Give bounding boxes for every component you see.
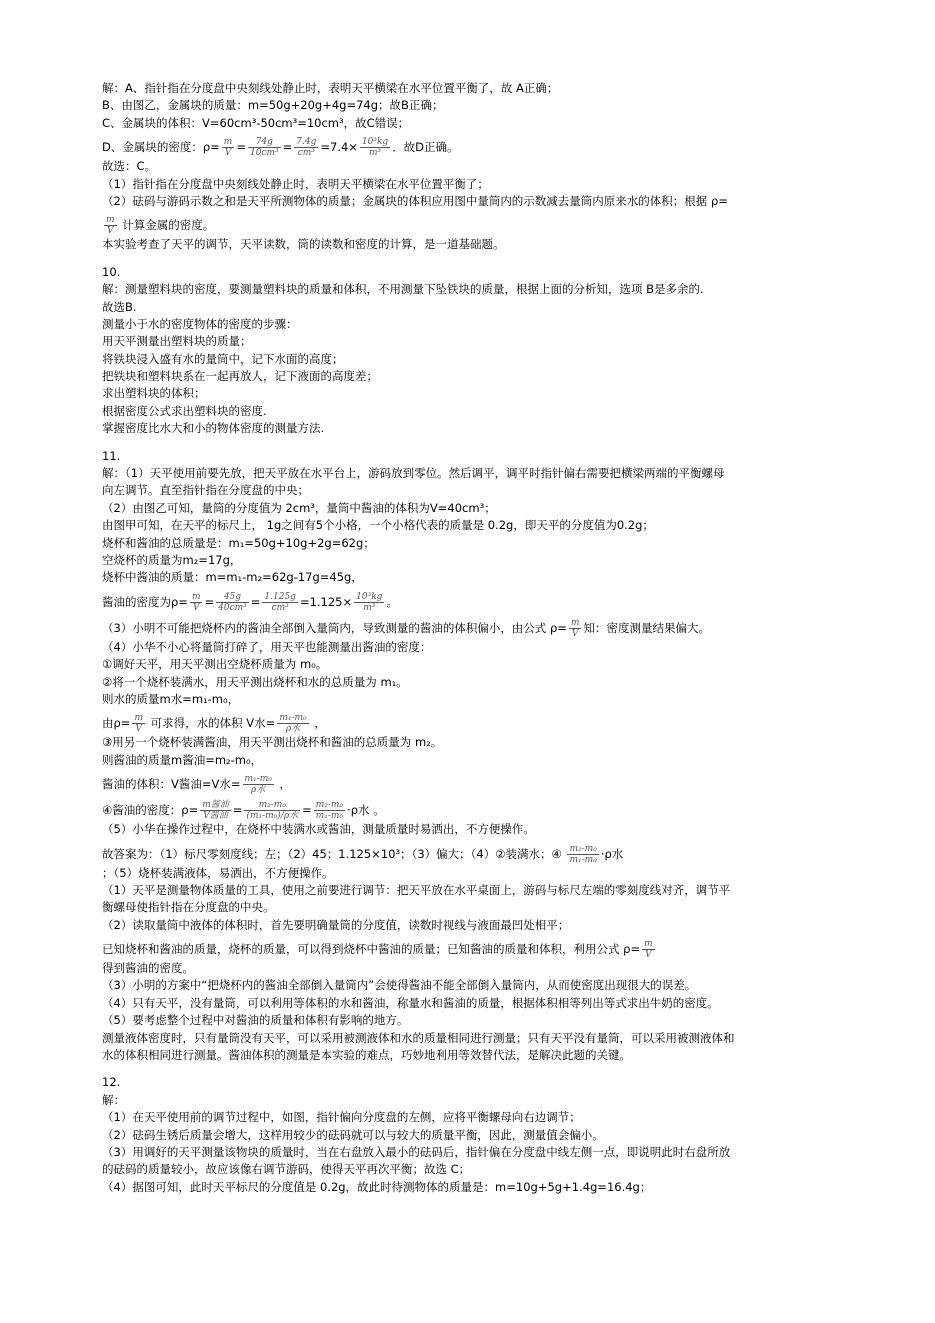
text-line: 则水的质量m水=m₁-m₀， [102,691,240,706]
text-line: （5）小华在操作过程中，在烧杯中装满水或酱油，测量质量时易洒出，不方便操作。 [102,822,535,837]
text-line: 10. [102,264,121,279]
paragraph-gap [102,438,822,448]
formula-fraction: $\frac{\text{m₂-m₀}}{\text{m₁-m₀}}$ [315,800,344,822]
formula-fraction: $\frac{\text{m₂-m₀}}{\text{(m₁-m₀)/ρ水}}$ [246,800,299,822]
formula-fraction: $\frac{m}{V}$ [644,939,653,961]
text-line: 将铁块浸入盛有水的量筒中，记下水面的高度； [102,351,344,366]
text-line: C、金属块的体积：V=60cm³-50cm³=10cm³，故C错误； [102,115,410,130]
text-line: 12. [102,1075,121,1090]
formula-fraction: $\frac{m}{V}$ [106,215,115,237]
text-line: （5）要考虑整个过程中对酱油的质量和体积有影响的地方。 [102,1013,409,1028]
formula-fraction: $\frac{7.4g}{\text{cm³}}$ [296,137,317,159]
formula-fraction: $\frac{\text{m₂-m₀}}{\text{m₁-m₀}}$ [569,843,597,865]
formula-fraction: $\frac{m}{V}$ [223,137,233,159]
solution-document [102,80,822,1196]
text-line: 空烧杯的质量为m₂=17g， [102,552,242,567]
text-line: （4）小华不小心将量筒打碎了，用天平也能测量出酱油的密度： [102,639,432,654]
text-line: B、由图乙，金属块的质量：m=50g+20g+4g=74g；故B正确； [102,98,444,113]
text-line: ②将一个烧杯装满水，用天平测出烧杯和水的总质量为 m₁。 [102,674,408,689]
text-line: （3）小明不可能把烧杯内的酱油全部倒入量筒内，导致测量的酱油的体积偏小，由公式 ρ= $\frac{m}{V}$ 知：密度测量结果偏大。 [102,617,710,639]
text-line: 求出塑料块的体积； [102,386,206,401]
text-line: 烧杯和酱油的总质量是：m₁=50g+10g+2g=62g； [102,535,375,550]
text-line: ①调好天平，用天平测出空烧杯质量为 m₀。 [102,657,328,672]
text-line: 故选B. [102,299,137,314]
formula-fraction: $\frac{m}{V}$ [134,713,143,735]
text-line: ③用另一个烧杯装满酱油，用天平测出烧杯和酱油的总质量为 m₂。 [102,735,443,750]
text-line: （1）天平是测量物体质量的工具，使用之前要进行调节：把天平放在水平桌面上，游码与标尺左端的零刻度线对齐，调节平 [102,882,731,897]
text-line: （4）只有天平，没有量筒，可以利用等体积的水和酱油，称量水和酱油的质量，根据体积相等列出等式求出牛奶的密度。 [102,995,719,1010]
text-line: 故选：C。 [102,159,157,174]
formula-fraction: $\frac{\text{m₁-m₀}}{\text{ρ水}}$ [244,774,272,796]
text-line: 本实验考查了天平的调节，天平读数，筒的读数和密度的计算，是一道基础题。 [102,237,505,252]
text-line: （1）指针指在分度盘中央刻线处静止时，表明天平横梁在水平位置平衡了； [102,176,489,191]
formula-fraction: $\frac{1.125g}{\text{cm³}}$ [264,591,296,613]
text-line: （3）用调好的天平测量该物块的质量时，当在右盘放入最小的砝码后，指针偏在分度盘中线左侧一点，即说明此时右盘所放 [102,1144,731,1159]
text-line: 解：A、指针指在分度盘中央刻线处静止时，表明天平横梁在水平位置平衡了，故 A正确； [102,81,559,95]
text-line: 测量液体密度时，只有量筒没有天平，可以采用被测液体和水的质量相同进行测量；只有天平没有量筒，可以采用被测液体和 [102,1030,735,1045]
formula-fraction: $\frac{\text{m₁-m₀}}{\text{ρ水}}$ [279,713,307,735]
text-line: 的砝码的质量较小，故应该像右调节游码，使得天平再次平衡；故选 C； [102,1162,471,1177]
text-line: 故答案为：（1）标尺零刻度线；左；（2）45；1.125×10³；（3）偏大；（4）②装满水；④ $\frac{\text{m₂-m₀}}{\text{m₁-m₀}}$ ·ρ水 [102,843,624,865]
text-line: 11. [102,448,121,463]
text-line: （4）据图可知，此时天平标尺的分度值是 0.2g，故此时待测物体的质量是：m=10g+5g+1.4g=16.4g； [102,1179,652,1194]
text-line: ④酱油的密度：ρ= $\frac{\text{m酱油}}{\text{V酱油}}$ = $\frac{\text{m₂-m₀}}{\text{(m₁-m₀)/ρ水}}$ = $\frac{\text{m₂-m₀}}{\text{m₁-m₀}}$ ·ρ水 。 [102,800,385,822]
text-line: （2）砝码生锈后质量会增大，这样用较少的砝码就可以与较大的质量平衡，因此，测量值会偏小。 [102,1127,604,1142]
formula-fraction: $\frac{\text{10³kg}}{\text{m³}}$ [356,591,383,613]
text-line: 酱油的密度为ρ= $\frac{m}{V}$ = $\frac{45g}{\text{40cm³}}$ = $\frac{1.125g}{\text{cm³}}$ =1.125× $\frac{\text{10³kg}}{\text{m³}}$ 。 [102,591,398,613]
text-line: 用天平测量出塑料块的质量； [102,334,252,349]
formula-fraction: $\frac{m}{V}$ [570,617,580,639]
text-line: （2）读取量筒中液体的体积时，首先要明确量筒的分度值，读数时视线与液面最凹处相平； [102,917,570,932]
text-line: ；（5）烧杯装满液体，易洒出，不方便操作。 [102,865,334,880]
text-line: 掌握密度比水大和小的物体密度的测量方法. [102,421,325,436]
text-line: （2）砝码与游码示数之和是天平所测物体的质量；金属块的体积应用图中量筒内的示数减去量筒内原来水的体积；根据 ρ= [102,193,728,208]
text-line: 已知烧杯和酱油的质量，烧杯的质量，可以得到烧杯中酱油的质量；已知酱油的质量和体积，利用公式 ρ= $\frac{m}{V}$ [102,939,653,961]
formula-fraction: $\frac{74g}{\text{10cm³}}$ [249,137,279,159]
text-line: $\frac{m}{V}$ 计算金属的密度。 [106,215,215,237]
text-line: 由ρ= $\frac{m}{V}$ 可求得，水的体积 V水= $\frac{\text{m₁-m₀}}{\text{ρ水}}$ ， [102,713,326,735]
text-line: 衡螺母使指针指在分度盘的中央。 [102,900,275,915]
text-line: 烧杯中酱油的质量：m=m₁-m₂=62g-17g=45g， [102,570,363,585]
text-line: 水的体积相同进行测量。酱油体积的测量是本实验的难点，巧妙地利用等效替代法，是解决此题的关键。 [102,1048,631,1063]
text-line: 解：（1）天平使用前要先放，把天平放在水平台上，游码放到零位。然后调平，调平时指针偏右需要把横梁两端的平衡螺母 [102,466,725,481]
text-line: 酱油的体积：V酱油=V水= $\frac{\text{m₁-m₀}}{\text{ρ水}}$ ， [102,774,291,796]
text-line: 则酱油的质量m酱油=m₂-m₀， [102,752,263,767]
text-line: 得到酱油的密度。 [102,961,194,976]
formula-fraction: $\frac{45g}{\text{40cm³}}$ [218,591,247,613]
text-line: 解：测量塑料块的密度，要测量塑料块的质量和体积，不用测量下坠铁块的质量，根据上面的分析知，选项 B是多余的. [102,282,704,297]
formula-fraction: $\frac{\text{10³kg}}{\text{m³}}$ [361,137,389,159]
text-line: 解： [102,1092,125,1107]
text-line: 把铁块和塑料块系在一起再放人，记下液面的高度差； [102,369,378,384]
paragraph-gap [102,254,822,264]
formula-fraction: $\frac{m}{V}$ [191,591,201,613]
text-line: 向左调节。直至指针指在分度盘的中央； [102,483,309,498]
text-line: （2）由图乙可知，量筒的分度值为 2cm³，量筒中酱油的体积为V=40cm³； [102,500,496,515]
text-line: 由图甲可知，在天平的标尺上， 1g之间有5个小格，一个小格代表的质量是 0.2g，即天平的分度值为0.2g； [102,518,654,533]
text-line: 测量小于水的密度物体的密度的步骤： [102,316,298,331]
paragraph-gap [102,1064,822,1074]
formula-fraction: $\frac{\text{m酱油}}{\text{V酱油}}$ [202,800,229,822]
text-line: （3）小明的方案中“把烧杯内的酱油全部倒入量筒内”会使得酱油不能全部倒入量筒内，从而使密度出现很大的误差。 [102,978,697,993]
text-line: （1）在天平使用前的调节过程中，如图，指针偏向分度盘的左侧，应将平衡螺母向右边调节； [102,1110,581,1125]
text-line: 根据密度公式求出塑料块的密度. [102,403,267,418]
text-line: D、金属块的密度：ρ= $\frac{m}{V}$ = $\frac{74g}{\text{10cm³}}$ = $\frac{7.4g}{\text{cm³}}$ =7.4× $\frac{\text{10³kg}}{\text{m³}}$ ．故D正确。 [102,137,459,159]
